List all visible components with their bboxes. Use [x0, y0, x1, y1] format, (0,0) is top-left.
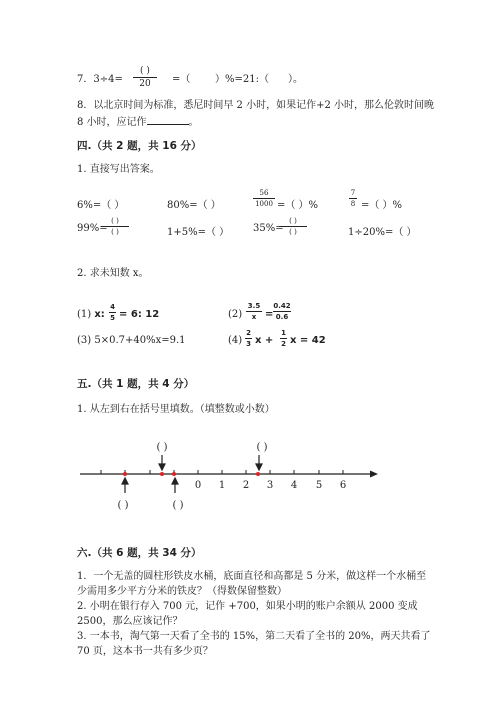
q7-fraction	[133, 66, 157, 89]
answer-parens	[118, 442, 268, 511]
q8-line2-text: 8 小时，应记作	[77, 117, 147, 128]
eq4-mid: x +	[255, 335, 274, 346]
frac-den: ( )	[289, 228, 297, 236]
eq1-post: = 6: 12	[119, 309, 160, 320]
tick-label-5: 5	[315, 480, 323, 491]
frac-den: ( )	[111, 228, 119, 236]
paren-blank-top-1[interactable]: ( )	[156, 442, 168, 453]
tick-marks	[101, 470, 343, 474]
s6-line-5: 3. 一本书，淘气第一天看了全书的 15%，第二天看了全书的 20%，两天共看了	[77, 631, 431, 642]
calc-99pct-pre: 99%=	[77, 223, 108, 234]
red-point	[256, 472, 260, 476]
tick-label-2: 2	[242, 480, 250, 491]
calc-56-rest: =（ ）%	[277, 200, 319, 211]
arrow-head	[172, 478, 178, 484]
q8-answer-blank[interactable]	[147, 124, 189, 125]
q8-line2: 8 小时，应记作 。	[77, 117, 199, 128]
section6-heading: 六.（共 6 题，共 34 分）	[77, 547, 202, 559]
s6-line-4: 2500，那么应该记作？	[77, 616, 183, 627]
frac-num: 4	[110, 303, 115, 311]
paren-blank-bottom-2[interactable]: ( )	[172, 500, 184, 511]
frac-num: 7	[350, 189, 356, 197]
tick-label-3: 3	[266, 480, 274, 491]
frac-num: ( )	[289, 217, 297, 225]
paren-blank-bottom-1[interactable]: ( )	[117, 500, 129, 511]
frac-den: 8	[350, 200, 356, 208]
calc-99pct-fraction	[101, 217, 129, 236]
section4-q2: 2. 求未知数 x。	[77, 268, 149, 279]
eq2-left-fraction	[246, 302, 262, 321]
frac-num: 1	[281, 329, 286, 337]
red-point	[172, 472, 176, 476]
arrow-head	[256, 464, 262, 470]
tick-label-4: 4	[290, 480, 298, 491]
calc-35pct-fraction	[279, 217, 307, 236]
calc-35pct-pre: 35%=	[253, 223, 284, 234]
calc-6pct: 6%=（ ）	[77, 200, 125, 211]
frac-num: 2	[246, 329, 251, 337]
q7-end: ）。	[288, 74, 303, 85]
q7-eq: =（	[172, 74, 191, 85]
section4-q1: 1. 直接写出答案。	[77, 164, 160, 175]
frac-den: 3	[246, 340, 251, 348]
frac-num: 56	[259, 189, 269, 197]
eq2-equals: =	[265, 309, 274, 320]
eq2-right-fraction	[273, 302, 291, 321]
q7-pct: ）%=21:（	[215, 74, 269, 85]
tick-labels	[195, 480, 346, 491]
up-arrows	[122, 478, 178, 493]
paren-blank-top-2[interactable]: ( )	[256, 442, 268, 453]
s6-line-3: 2. 小明在银行存入 700 元，记作 +700，如果小明的账户余额从 2000 变成	[77, 601, 418, 612]
calc-1-plus-5pct: 1+5%=（ ）	[167, 227, 230, 238]
section5-q1: 1. 从左到右在括号里填数。（填整数或小数）	[77, 404, 275, 415]
section4-heading: 四.（共 2 题，共 16 分）	[77, 140, 202, 152]
eq4-fraction2	[280, 329, 287, 348]
frac-den: x	[251, 313, 257, 321]
arrow-head	[122, 478, 128, 484]
eq1	[77, 309, 105, 320]
calc-80pct: 80%=（ ）	[167, 200, 221, 211]
red-point	[160, 472, 164, 476]
down-arrows	[159, 455, 262, 470]
eq4-post: x = 42	[290, 335, 326, 346]
tick-label-0: 0	[194, 480, 202, 491]
frac-num: 0.42	[273, 302, 291, 310]
red-point	[123, 472, 127, 476]
q7-prefix: 7．3÷4=	[77, 74, 123, 85]
eq-label: (1)	[77, 309, 92, 320]
eq3: (3) 5×0.7+40%x=9.1	[77, 335, 186, 346]
calc-56-fraction	[253, 189, 275, 208]
tick-label-1: 1	[218, 480, 226, 491]
section5-heading: 五.（共 1 题，共 4 分）	[77, 378, 195, 390]
s6-line-2: 少需用多少平方分米的铁皮？（得数保留整数）	[77, 586, 287, 597]
frac-num: 3.5	[247, 302, 261, 310]
arrow-head	[159, 464, 165, 470]
tick-label-6: 6	[339, 480, 347, 491]
eq2-label: (2)	[228, 309, 243, 320]
axis-arrowhead	[370, 471, 378, 478]
calc-7-8-rest: =（ ）%	[361, 200, 403, 211]
frac-den: 5	[110, 314, 115, 322]
frac-num: ( )	[111, 217, 119, 225]
eq-part: x:	[94, 309, 105, 320]
frac-den: 0.6	[275, 313, 289, 321]
q7-frac-den: 20	[139, 79, 151, 89]
q8-line1: 8．以北京时间为标准，悉尼时间早 2 小时，如果记作+2 小时，那么伦敦时间晚	[77, 100, 435, 111]
frac-den: 2	[281, 340, 286, 348]
number-line	[0, 430, 500, 520]
s6-line-1: 1．一个无盖的圆柱形铁皮水桶，底面直径和高都是 5 分米，做这样一个水桶至	[77, 571, 427, 582]
eq1-fraction	[109, 303, 116, 322]
q7-frac-num: ( )	[140, 66, 150, 76]
eq4-fraction1	[245, 329, 252, 348]
s6-line-6: 70 页，这本书一共有多少页？	[77, 646, 213, 657]
calc-1-div-20pct: 1÷20%=（ ）	[348, 227, 417, 238]
frac-den: 1000	[255, 200, 273, 208]
eq4-label: (4)	[228, 335, 243, 346]
calc-7-8-fraction	[349, 189, 357, 208]
